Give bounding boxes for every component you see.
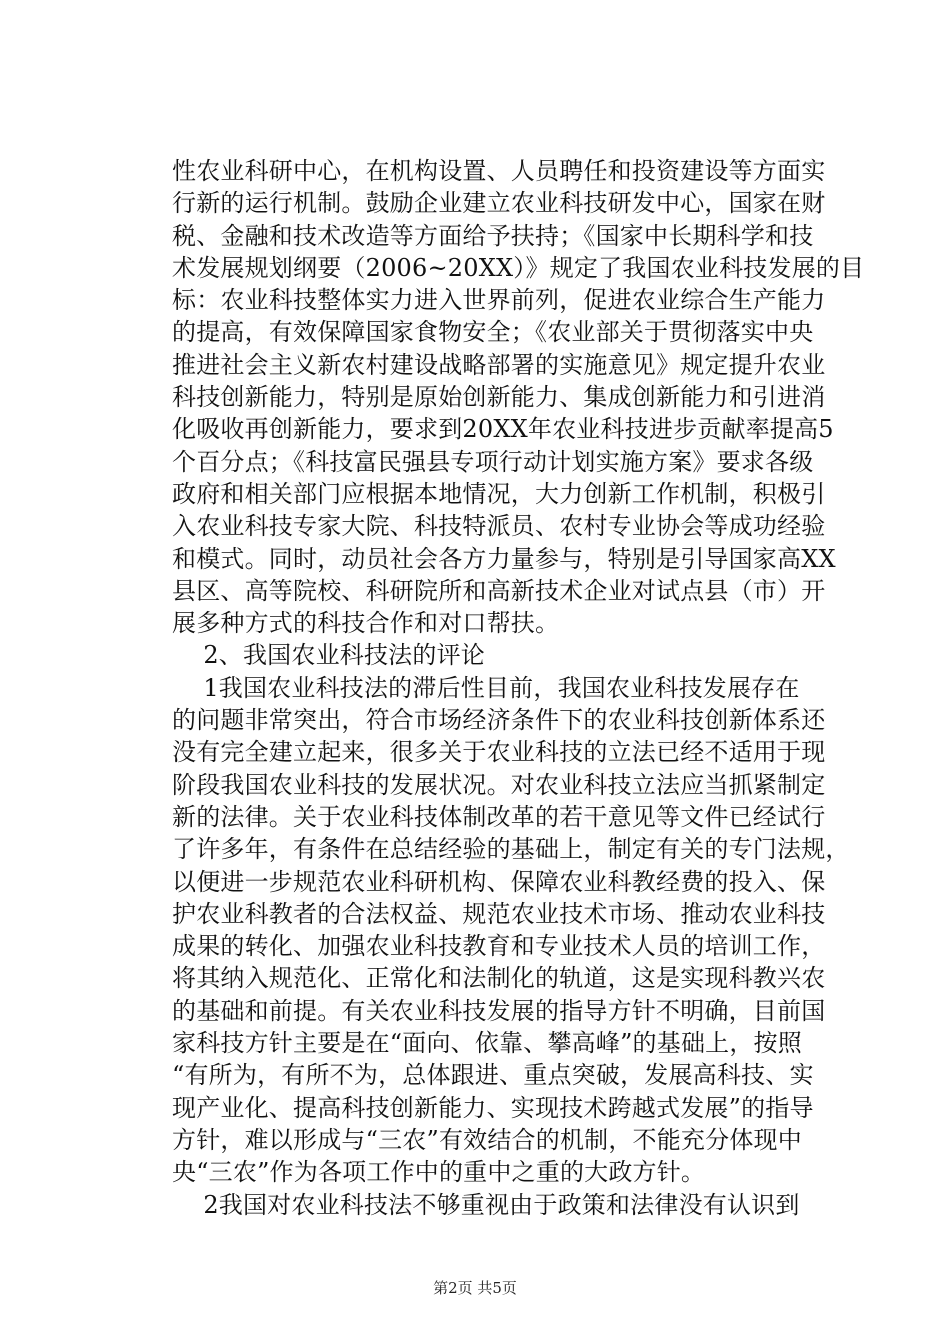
body-text	[172, 155, 865, 1221]
text-line: 科技创新能力，特别是原始创新能力、集成创新能力和引进消	[172, 383, 826, 412]
text-line: 的提高，有效保障国家食物安全；《农业部关于贯彻落实中央	[172, 318, 814, 347]
text-line: 税、金融和技术改造等方面给予扶持；《国家中长期科学和技	[172, 221, 814, 250]
text-line: 入农业科技专家大院、科技特派员、农村专业协会等成功经验	[172, 512, 826, 541]
text-line: 县区、高等院校、科研院所和高新技术企业对试点县（市）开	[172, 576, 826, 605]
text-line: 新的法律。关于农业科技体制改革的若干意见等文件已经试行	[172, 802, 826, 831]
text-line: 2我国对农业科技法不够重视由于政策和法律没有认识到	[172, 1190, 800, 1219]
text-line: 方针，难以形成与“三农”有效结合的机制，不能充分体现中	[172, 1125, 802, 1154]
page-footer: 第2页 共5页	[433, 1279, 517, 1297]
text-line: 标：农业科技整体实力进入世界前列，促进农业综合生产能力	[172, 286, 826, 315]
text-line: 没有完全建立起来，很多关于农业科技的立法已经不适用于现	[172, 738, 826, 767]
text-line: 的问题非常突出，符合市场经济条件下的农业科技创新体系还	[172, 706, 826, 735]
text-line: 2、我国农业科技法的评论	[172, 641, 485, 670]
text-line: 央“三农”作为各项工作中的重中之重的大政方针。	[172, 1158, 706, 1187]
text-line: 个百分点；《科技富民强县专项行动计划实施方案》要求各级	[172, 447, 814, 476]
text-line: 推进社会主义新农村建设战略部署的实施意见》规定提升农业	[172, 350, 826, 379]
text-line: 成果的转化、加强农业科技教育和专业技术人员的培训工作，	[172, 932, 826, 961]
text-line: 性农业科研中心，在机构设置、人员聘任和投资建设等方面实	[172, 157, 826, 185]
text-line: 以便进一步规范农业科研机构、保障农业科教经费的投入、保	[172, 867, 826, 896]
text-line: 化吸收再创新能力，要求到20XX年农业科技进步贡献率提高5	[172, 415, 834, 444]
text-line: 家科技方针主要是在“面向、依靠、攀高峰”的基础上，按照	[172, 1029, 802, 1058]
text-line: 和模式。同时，动员社会各方力量参与，特别是引导国家高XX	[172, 544, 836, 573]
text-line: “有所为，有所不为，总体跟进、重点突破，发展高科技、实	[172, 1061, 814, 1090]
text-line: 了许多年，有条件在总结经验的基础上，制定有关的专门法规，	[172, 835, 850, 864]
text-line: 阶段我国农业科技的发展状况。对农业科技立法应当抓紧制定	[172, 770, 826, 799]
text-line: 的基础和前提。有关农业科技发展的指导方针不明确，目前国	[172, 996, 826, 1025]
text-line: 术发展规划纲要（2006~20XX）》规定了我国农业科技发展的目	[172, 253, 865, 282]
text-line: 护农业科教者的合法权益、规范农业技术市场、推动农业科技	[172, 899, 826, 928]
text-line: 政府和相关部门应根据本地情况，大力创新工作机制，积极引	[172, 479, 826, 508]
text-line: 1我国农业科技法的滞后性目前，我国农业科技发展存在	[172, 673, 800, 702]
text-line: 展多种方式的科技合作和对口帮扶。	[172, 609, 560, 638]
text-line: 现产业化、提高科技创新能力、实现技术跨越式发展”的指导	[172, 1093, 814, 1122]
text-line: 将其纳入规范化、正常化和法制化的轨道，这是实现科教兴农	[172, 964, 826, 993]
text-line: 行新的运行机制。鼓励企业建立农业科技研发中心，国家在财	[172, 189, 826, 218]
